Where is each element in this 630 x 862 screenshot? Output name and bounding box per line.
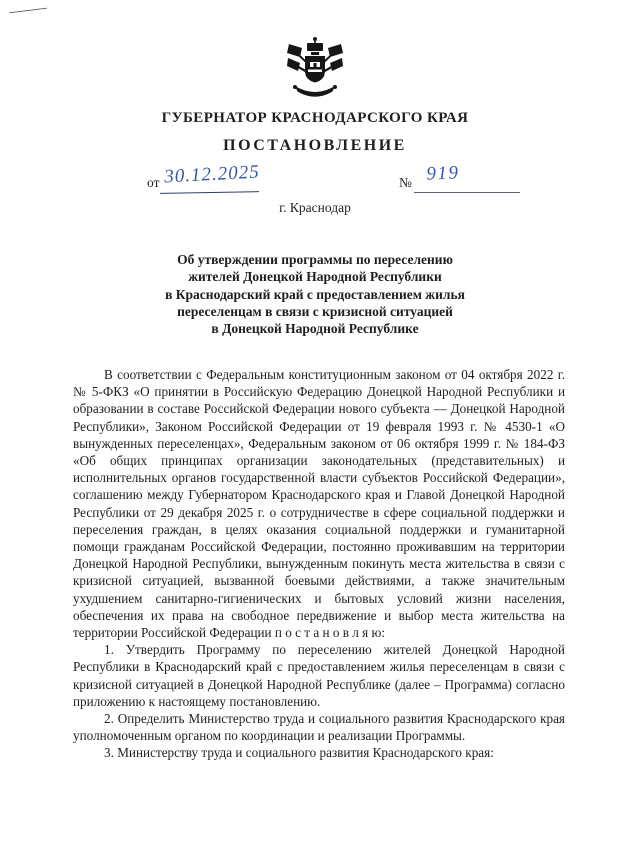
date-prefix-label: от <box>147 175 160 190</box>
body-paragraph-item-3: 3. Министерству труда и социального развития Краснодарского края: <box>104 745 494 761</box>
handwritten-number-value: 919 <box>426 162 460 185</box>
krasnodar-krai-coat-of-arms-icon <box>287 36 343 100</box>
emblem-container <box>0 36 630 105</box>
title-line-2: жителей Донецкой Народной Республики <box>188 269 442 285</box>
handwritten-date-value: 30.12.2025 <box>163 161 261 188</box>
number-underline <box>414 192 520 193</box>
title-line-1: Об утверждении программы по переселению <box>177 252 453 267</box>
date-underline <box>160 191 259 194</box>
title-line-4: переселенцам в связи с кризисной ситуацией <box>177 303 453 319</box>
issuing-authority-name: ГУБЕРНАТОР КРАСНОДАРСКОГО КРАЯ <box>161 110 469 126</box>
title-line-5: в Донецкой Народной Республике <box>211 321 419 337</box>
body-paragraph-item-1: 1. Утвердить Программу по переселению жителей Донецкой Народной Республики в Краснодарский край с предоставлением жилья переселенцам в связи с кризисной ситуацией в Донецкой Народной Республике (далее – Программа) согласно приложению к настоящему постановлению. <box>73 642 565 709</box>
body-paragraph-item-2: 2. Определить Министерство труда и социального развития Краснодарского края уполномоченным органом по координации и реализации Программы. <box>73 711 565 744</box>
document-body <box>73 366 565 762</box>
document-title <box>0 251 630 337</box>
body-paragraph-intro: В соответствии с Федеральным конституционным законом от 04 октября 2022 г. № 5-ФКЗ «О принятии в Российскую Федерацию Донецкой Народной Республики и образовании в составе Российской Федерации нового субъекта — Донецкой Народной Республики», Законом Российской Федерации от 19 февраля 1993 г. № 4530-1 «О вынужденных переселенцах», Федеральным законом от 06 октября 1999 г. № 184-ФЗ «Об общих принципах организации законодательных (представительных) и исполнительных органов государственной власти субъектов Российской Федерации», соглашению между Губернатором Краснодарского края и Главой Донецкой Народной Республики от 29 декабря 2025 г. о сотрудничестве в сфере социальной поддержки и переселения граждан, в целях оказания социальной поддержки и гуманитарной помощи гражданам Российской Федерации, постоянно проживавшим на территории Донецкой Народной Республики, вынужденным покинуть места жительства в связи с кризисной ситуацией, вызванной боевыми действиями, а также значительным ухудшением санитарно-гигиенических и бытовых условий жизни населения, обеспечения их права на свободное передвижение и выбор места жительства на территории Российской Федерации п о с т а н о в л я ю: <box>73 367 565 641</box>
title-line-3: в Краснодарский край с предоставлением жилья <box>165 286 465 302</box>
scan-artifact-mark <box>9 8 47 14</box>
number-prefix-label: № <box>399 175 412 190</box>
city-label: г. Краснодар <box>279 200 351 215</box>
document-type-heading: ПОСТАНОВЛЕНИЕ <box>223 137 407 154</box>
